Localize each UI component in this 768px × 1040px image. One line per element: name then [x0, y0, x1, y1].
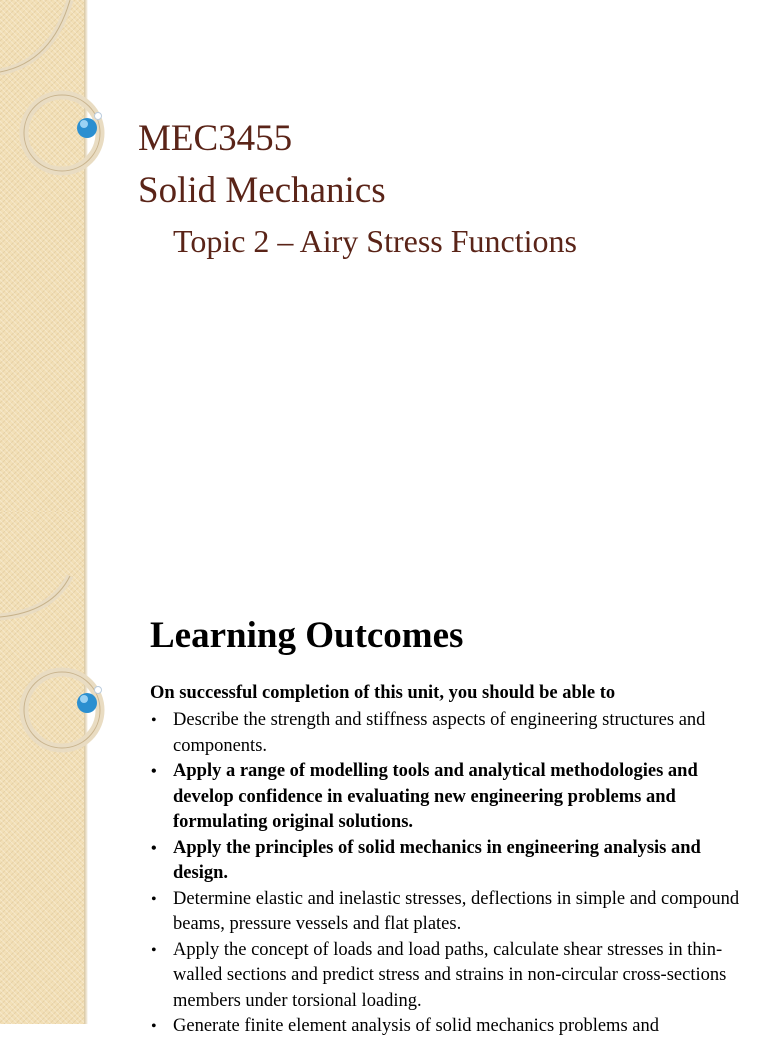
outcomes-list: [150, 708, 760, 1040]
outcome-item: • Apply a range of modelling tools and analytical methodologies and develop confidence in evaluating new engineering problems and formulating original solutions.: [150, 759, 760, 836]
slide-heading: Learning Outcomes: [150, 615, 464, 656]
outcome-item: • Describe the strength and stiffness aspects of engineering structures and components.: [150, 708, 760, 759]
outcome-item: • Determine elastic and inelastic stresses, deflections in simple and compound beams, pressure vessels and flat plates.: [150, 887, 760, 938]
course-code: MEC3455: [138, 118, 293, 159]
intro-text: On successful completion of this unit, you should be able to: [150, 683, 616, 703]
outcome-item: • Generate finite element analysis of solid mechanics problems and: [150, 1014, 760, 1040]
decorative-circles-icon: [0, 0, 120, 200]
topic-subtitle: Topic 2 – Airy Stress Functions: [173, 223, 577, 259]
course-title: Solid Mechanics: [138, 170, 386, 211]
decorative-circles-icon: [0, 512, 120, 772]
outcome-item: • Apply the concept of loads and load paths, calculate shear stresses in thin-walled sections and predict stress and strains in non-circular cross-sections members under torsional loading.: [150, 938, 760, 1015]
title-slide: [0, 0, 768, 512]
outcome-item: • Apply the principles of solid mechanics in engineering analysis and design.: [150, 836, 760, 887]
learning-outcomes-slide: [0, 512, 768, 1036]
